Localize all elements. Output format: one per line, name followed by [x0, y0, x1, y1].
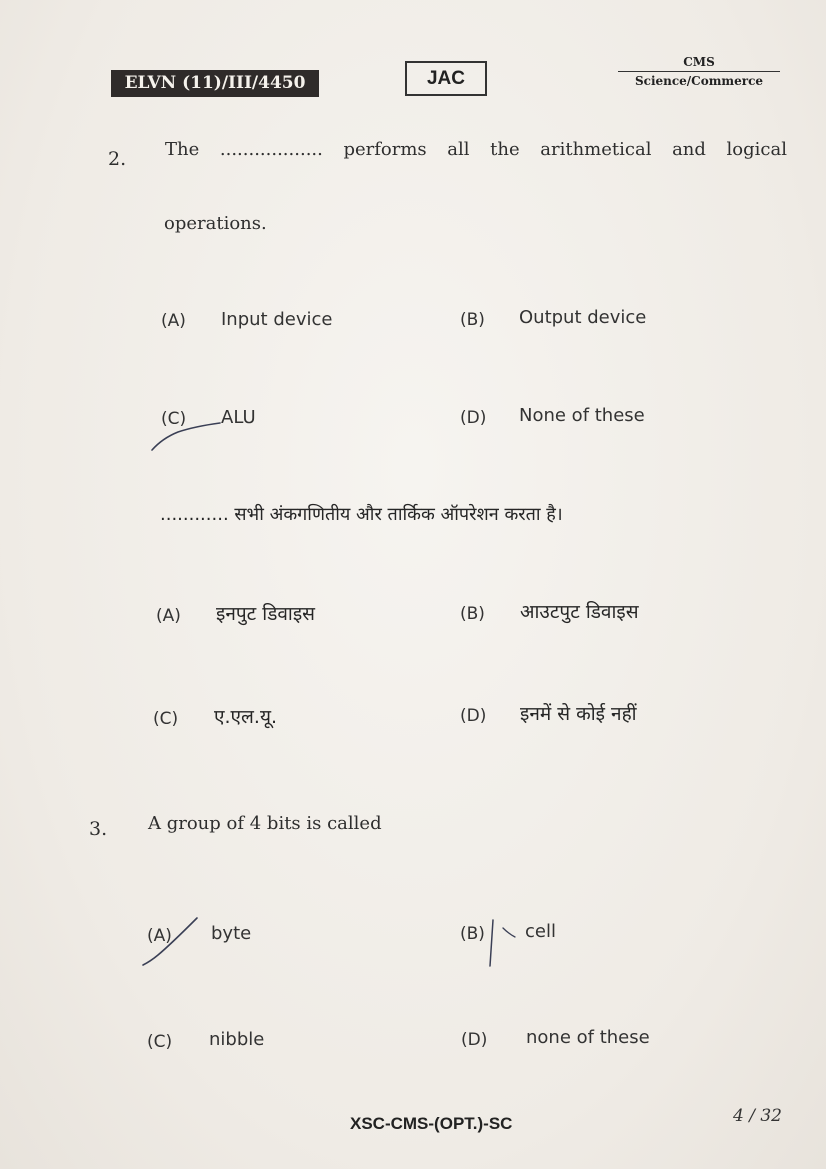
- subject-code: CMS: [683, 55, 715, 69]
- option-text-hindi: इनमें से कोई नहीं: [520, 703, 637, 725]
- option-label: (C): [161, 409, 187, 429]
- subject-stream: Science/Commerce: [634, 74, 764, 88]
- page-number: 4 / 32: [733, 1106, 782, 1126]
- option-label: (A): [147, 926, 172, 946]
- option-text: Output device: [519, 307, 647, 328]
- board-badge: JAC: [405, 61, 487, 96]
- option-text: cell: [525, 921, 556, 942]
- question-text-line1: The .................. performs all the arithmetical and logical: [165, 139, 787, 160]
- option-label: (D): [460, 408, 487, 428]
- answer-tick-mark: [490, 920, 493, 966]
- option-text: none of these: [526, 1027, 650, 1048]
- paper-code-badge: ELVN (11)/III/4450: [111, 70, 319, 97]
- question-text-hindi: ............ सभी अंकगणितीय और तार्किक ऑपरेशन करता है।: [160, 504, 563, 525]
- option-label: (D): [461, 1030, 488, 1050]
- option-label: (D): [460, 706, 487, 726]
- option-text: byte: [211, 923, 252, 944]
- paper-id: XSC-CMS-(OPT.)-SC: [350, 1114, 513, 1133]
- answer-tick-mark: [143, 918, 197, 965]
- option-text-hindi: ए.एल.यू.: [214, 706, 278, 728]
- option-text-hindi: इनपुट डिवाइस: [216, 603, 316, 625]
- option-text: None of these: [519, 405, 645, 426]
- answer-tick-mark: [503, 928, 515, 937]
- option-text-hindi: आउटपुट डिवाइस: [520, 601, 639, 623]
- option-label: (B): [460, 310, 485, 330]
- answer-tick-mark: [152, 423, 220, 450]
- option-text: nibble: [209, 1029, 265, 1050]
- question-text-line1: A group of 4 bits is called: [148, 813, 382, 834]
- question-number: 2.: [108, 148, 127, 170]
- option-label: (B): [460, 924, 485, 944]
- option-label: (B): [460, 604, 485, 624]
- question-text-line2: operations.: [164, 213, 267, 234]
- option-label: (C): [153, 709, 179, 729]
- option-label: (C): [147, 1032, 173, 1052]
- question-number: 3.: [89, 818, 108, 840]
- option-label: (A): [161, 311, 186, 331]
- option-label: (A): [156, 606, 181, 626]
- option-text: ALU: [221, 407, 256, 428]
- option-text: Input device: [221, 309, 333, 330]
